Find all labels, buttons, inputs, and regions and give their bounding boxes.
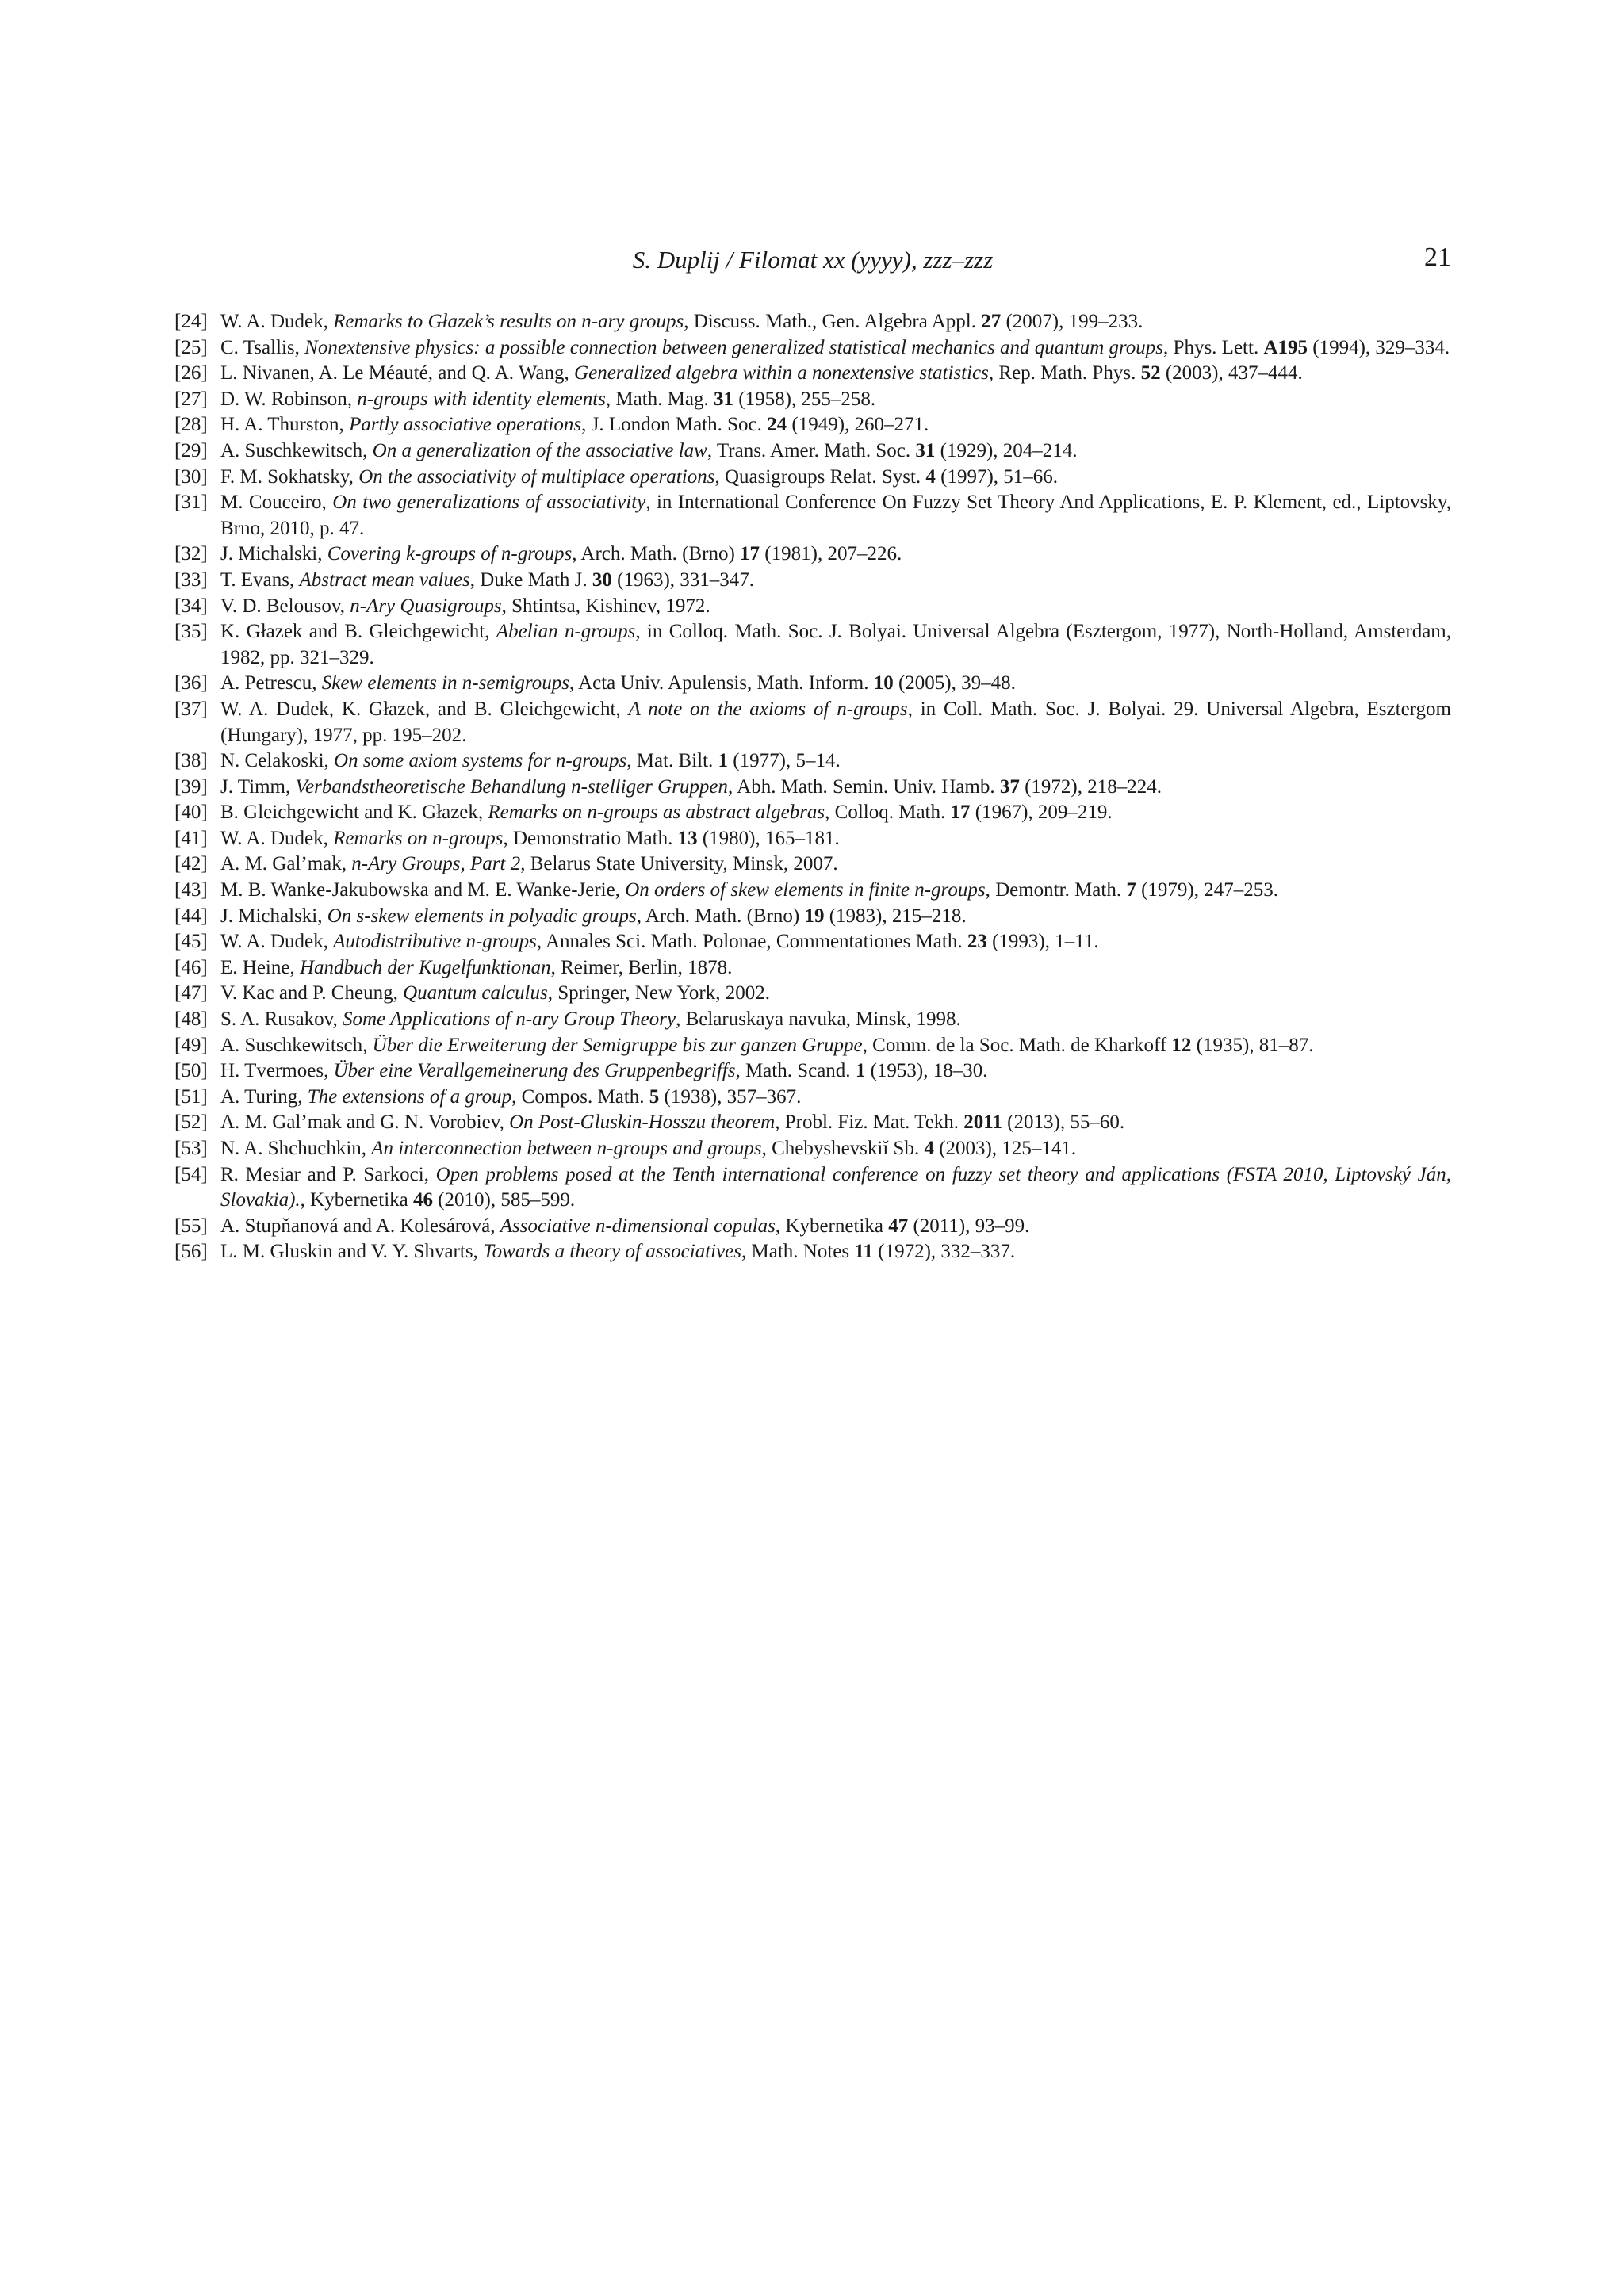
reference-source: , Compos. Math. — [511, 1085, 649, 1108]
reference-pages: (1980), 165–181. — [697, 827, 840, 849]
reference-title: On two generalizations of associativity — [332, 492, 646, 514]
reference-source: , Comm. de la Soc. Math. de Kharkoff — [862, 1034, 1172, 1056]
reference-item — [174, 438, 1451, 465]
reference-pages: (1997), 51–66. — [935, 465, 1059, 488]
reference-source: , Demontr. Math. — [985, 879, 1127, 901]
reference-volume: A195 — [1263, 336, 1308, 358]
reference-pages: (1938), 357–367. — [659, 1085, 802, 1108]
reference-title: Skew elements in n-semigroups — [321, 672, 569, 695]
reference-volume: 37 — [999, 775, 1020, 798]
reference-title: Abelian n-groups — [496, 621, 636, 643]
reference-number: [47] — [174, 982, 208, 1004]
reference-pages: (2013), 55–60. — [1002, 1112, 1125, 1134]
reference-number: [29] — [174, 439, 208, 461]
reference-pages: (1972), 218–224. — [1019, 775, 1162, 798]
reference-authors: W. A. Dudek, K. Głazek, and B. Gleichgewicht, — [220, 698, 629, 720]
reference-number: [54] — [174, 1163, 208, 1185]
reference-number: [44] — [174, 905, 208, 927]
reference-authors: J. Timm, — [220, 775, 296, 798]
reference-source: , Abh. Math. Semin. Univ. Hamb. — [728, 775, 1000, 798]
reference-pages: (1979), 247–253. — [1136, 879, 1278, 901]
reference-number: [48] — [174, 1008, 208, 1031]
reference-text — [220, 361, 1451, 387]
reference-authors: N. A. Shchuchkin, — [220, 1138, 372, 1159]
reference-volume: 12 — [1171, 1034, 1192, 1056]
reference-item — [174, 878, 1451, 904]
reference-volume: 24 — [767, 414, 787, 436]
reference-authors: J. Michalski, — [220, 905, 327, 927]
reference-title: Associative n-dimensional copulas — [500, 1215, 776, 1237]
reference-pages: (1953), 18–30. — [865, 1060, 988, 1082]
reference-pages: (2003), 437–444. — [1160, 362, 1303, 385]
reference-authors: H. A. Thurston, — [220, 414, 350, 436]
reference-source: , in International Conference On Fuzzy Set Theory And Applications, E. P. Klement, ed., Liptovsky, Brno, 2010, p. 47. — [220, 492, 1452, 539]
reference-number: [53] — [174, 1138, 208, 1159]
reference-item — [174, 309, 1451, 335]
reference-item — [174, 1136, 1451, 1162]
reference-item — [174, 1214, 1451, 1240]
reference-pages: (2003), 125–141. — [933, 1138, 1077, 1159]
reference-title: On s-skew elements in polyadic groups — [327, 905, 637, 927]
reference-title: Abstract mean values — [299, 568, 470, 591]
reference-number: [51] — [174, 1085, 208, 1108]
reference-item — [174, 1058, 1451, 1085]
reference-pages: (2010), 585–599. — [432, 1189, 576, 1211]
reference-text — [220, 309, 1451, 335]
reference-item — [174, 929, 1451, 955]
reference-number: [41] — [174, 827, 208, 849]
reference-number: [27] — [174, 388, 208, 410]
reference-text — [220, 1110, 1451, 1136]
reference-volume: 11 — [854, 1241, 873, 1263]
reference-text — [220, 1162, 1451, 1214]
reference-text — [220, 412, 1451, 438]
reference-number: [34] — [174, 595, 208, 617]
reference-volume: 1 — [855, 1060, 866, 1082]
reference-authors: V. D. Belousov, — [220, 595, 350, 617]
reference-authors: W. A. Dudek, — [220, 931, 334, 953]
reference-title: Some Applications of n-ary Group Theory — [342, 1008, 676, 1031]
reference-authors: A. M. Gal’mak, — [220, 853, 352, 875]
reference-authors: D. W. Robinson, — [220, 388, 358, 410]
reference-item — [174, 568, 1451, 594]
reference-title: On orders of skew elements in finite n-groups — [625, 879, 986, 901]
reference-authors: F. M. Sokhatsky, — [220, 465, 359, 488]
reference-number: [37] — [174, 698, 208, 720]
reference-text — [220, 387, 1451, 413]
reference-volume: 52 — [1140, 362, 1161, 385]
reference-item — [174, 697, 1451, 748]
reference-volume: 23 — [967, 931, 987, 953]
reference-authors: A. M. Gal’mak and G. N. Vorobiev, — [220, 1112, 510, 1134]
reference-number: [31] — [174, 492, 208, 514]
reference-authors: W. A. Dudek, — [220, 827, 334, 849]
reference-item — [174, 800, 1451, 826]
reference-number: [36] — [174, 672, 208, 695]
reference-authors: W. A. Dudek, — [220, 311, 334, 332]
reference-source: , Shtintsa, Kishinev, 1972. — [501, 595, 710, 617]
reference-pages: (1972), 332–337. — [873, 1241, 1016, 1263]
reference-item — [174, 594, 1451, 620]
reference-source: , Acta Univ. Apulensis, Math. Inform. — [569, 672, 874, 695]
reference-source: , in Colloq. Math. Soc. J. Bolyai. Universal Algebra (Esztergom, 1977), North-Holland, Amsterdam, 1982, pp. 321–329. — [220, 621, 1451, 668]
reference-source: , Phys. Lett. — [1163, 336, 1264, 358]
reference-pages: (1977), 5–14. — [728, 750, 841, 772]
reference-pages: (2011), 93–99. — [908, 1215, 1030, 1237]
reference-pages: (1963), 331–347. — [611, 568, 755, 591]
reference-text — [220, 981, 1451, 1007]
reference-source: , Arch. Math. (Brno) — [636, 905, 805, 927]
reference-number: [43] — [174, 879, 208, 901]
reference-title: A note on the axioms of n-groups — [628, 698, 908, 720]
reference-authors: K. Głazek and B. Gleichgewicht, — [220, 621, 496, 643]
reference-title: Handbuch der Kugelfunktionan — [299, 956, 551, 978]
page — [174, 238, 1451, 1265]
reference-source: , Duke Math J. — [469, 568, 592, 591]
reference-number: [35] — [174, 621, 208, 643]
reference-volume: 10 — [873, 672, 894, 695]
reference-authors: A. Suschkewitsch, — [220, 1034, 373, 1056]
reference-item — [174, 1239, 1451, 1265]
reference-volume: 46 — [412, 1189, 433, 1211]
reference-text — [220, 955, 1451, 982]
reference-number: [45] — [174, 931, 208, 953]
reference-text — [220, 878, 1451, 904]
reference-source: , Belarus State University, Minsk, 2007. — [520, 853, 838, 875]
reference-pages: (1981), 207–226. — [760, 543, 902, 565]
reference-item — [174, 490, 1451, 541]
reference-title: Über die Erweiterung der Semigruppe bis zur ganzen Gruppe — [372, 1034, 863, 1056]
reference-number: [55] — [174, 1215, 208, 1237]
reference-number: [39] — [174, 775, 208, 798]
reference-volume: 19 — [804, 905, 825, 927]
reference-item — [174, 1033, 1451, 1059]
reference-title: n-Ary Quasigroups — [350, 595, 502, 617]
reference-text — [220, 671, 1451, 697]
reference-item — [174, 465, 1451, 491]
reference-number: [49] — [174, 1034, 208, 1056]
reference-source: , Discuss. Math., Gen. Algebra Appl. — [684, 311, 982, 332]
reference-authors: L. M. Gluskin and V. Y. Shvarts, — [220, 1241, 484, 1263]
reference-title: The extensions of a group — [307, 1085, 512, 1108]
reference-text — [220, 335, 1451, 362]
reference-source: , Quasigroups Relat. Syst. — [714, 465, 926, 488]
reference-title: On Post-Gluskin-Hosszu theorem — [509, 1112, 776, 1134]
reference-item — [174, 361, 1451, 387]
reference-source: , Demonstratio Math. — [503, 827, 678, 849]
reference-title: Generalized algebra within a nonextensive statistics — [574, 362, 989, 385]
reference-item — [174, 955, 1451, 982]
reference-item — [174, 1085, 1451, 1111]
reference-volume: 30 — [592, 568, 612, 591]
page-number: 21 — [1424, 243, 1451, 272]
reference-item — [174, 1110, 1451, 1136]
reference-text — [220, 826, 1451, 852]
reference-volume: 4 — [925, 465, 936, 488]
reference-text — [220, 851, 1451, 878]
reference-source: , Trans. Amer. Math. Soc. — [707, 439, 916, 461]
reference-volume: 4 — [924, 1138, 934, 1159]
reference-source: , Math. Notes — [741, 1241, 855, 1263]
reference-pages: (2007), 199–233. — [1001, 311, 1143, 332]
reference-text — [220, 541, 1451, 568]
reference-authors: M. Couceiro, — [220, 492, 333, 514]
reference-title: Über eine Verallgemeinerung des Gruppenbegriffs — [333, 1060, 736, 1082]
reference-authors: A. Turing, — [220, 1085, 308, 1108]
reference-title: Towards a theory of associatives — [483, 1241, 742, 1263]
reference-number: [32] — [174, 543, 208, 565]
reference-volume: 31 — [714, 388, 733, 410]
reference-source: , Colloq. Math. — [825, 802, 951, 824]
reference-number: [26] — [174, 362, 208, 385]
reference-authors: C. Tsallis, — [220, 336, 305, 358]
reference-title: On some axiom systems for n-groups — [334, 750, 627, 772]
reference-number: [24] — [174, 311, 208, 332]
reference-source: , Probl. Fiz. Mat. Tekh. — [775, 1112, 964, 1134]
reference-item — [174, 412, 1451, 438]
reference-item — [174, 671, 1451, 697]
running-head-text: S. Duplij / Filomat xx (yyyy), zzz–zzz — [632, 246, 994, 274]
reference-text — [220, 929, 1451, 955]
reference-volume: 13 — [677, 827, 698, 849]
reference-item — [174, 541, 1451, 568]
reference-title: n-groups with identity elements — [357, 388, 606, 410]
reference-title: Quantum calculus — [403, 982, 548, 1004]
reference-title: Autodistributive n-groups — [333, 931, 537, 953]
reference-text — [220, 1239, 1451, 1265]
reference-volume: 27 — [981, 311, 1002, 332]
reference-pages: (1967), 209–219. — [970, 802, 1113, 824]
reference-authors: A. Suschkewitsch, — [220, 439, 373, 461]
reference-authors: N. Celakoski, — [220, 750, 335, 772]
reference-source: , Reimer, Berlin, 1878. — [550, 956, 733, 978]
reference-source: , Math. Mag. — [605, 388, 714, 410]
reference-number: [40] — [174, 802, 208, 824]
reference-text — [220, 1058, 1451, 1085]
reference-authors: V. Kac and P. Cheung, — [220, 982, 404, 1004]
reference-number: [38] — [174, 750, 208, 772]
reference-volume: 47 — [888, 1215, 909, 1237]
reference-source: , Math. Scand. — [735, 1060, 856, 1082]
reference-source: , Chebyshevskiĭ Sb. — [761, 1138, 925, 1159]
reference-pages: (1929), 204–214. — [935, 439, 1078, 461]
reference-text — [220, 1033, 1451, 1059]
reference-authors: T. Evans, — [220, 568, 300, 591]
reference-volume: 17 — [950, 802, 971, 824]
reference-authors: A. Stupňanová and A. Kolesárová, — [220, 1215, 500, 1237]
reference-source: , Kybernetika — [775, 1215, 889, 1237]
reference-item — [174, 851, 1451, 878]
reference-list — [174, 309, 1451, 1265]
reference-source: , Rep. Math. Phys. — [988, 362, 1141, 385]
reference-title: Remarks on n-groups — [333, 827, 504, 849]
reference-authors: L. Nivanen, A. Le Méauté, and Q. A. Wang, — [220, 362, 575, 385]
reference-title: n-Ary Groups, Part 2 — [351, 853, 521, 875]
reference-authors: H. Tvermoes, — [220, 1060, 334, 1082]
reference-source: , Mat. Bilt. — [626, 750, 718, 772]
reference-source: , Springer, New York, 2002. — [547, 982, 770, 1004]
reference-text — [220, 1136, 1451, 1162]
reference-authors: S. A. Rusakov, — [220, 1008, 343, 1031]
reference-authors: R. Mesiar and P. Sarkoci, — [220, 1163, 436, 1185]
reference-number: [52] — [174, 1112, 208, 1134]
reference-pages: (1994), 329–334. — [1308, 336, 1450, 358]
reference-text — [220, 775, 1451, 801]
reference-item — [174, 981, 1451, 1007]
reference-title: An interconnection between n-groups and groups — [371, 1138, 762, 1159]
reference-source: , Arch. Math. (Brno) — [572, 543, 741, 565]
reference-number: [28] — [174, 414, 208, 436]
reference-item — [174, 387, 1451, 413]
reference-title: On a generalization of the associative law — [372, 439, 707, 461]
reference-item — [174, 826, 1451, 852]
reference-number: [50] — [174, 1060, 208, 1082]
reference-number: [33] — [174, 568, 208, 591]
reference-source: , J. London Math. Soc. — [581, 414, 768, 436]
reference-text — [220, 438, 1451, 465]
reference-item — [174, 748, 1451, 775]
reference-authors: E. Heine, — [220, 956, 300, 978]
reference-pages: (2005), 39–48. — [893, 672, 1016, 695]
reference-number: [30] — [174, 465, 208, 488]
reference-title: Open problems posed at the Tenth international conference on fuzzy set theory and applications (FSTA 2010, Liptovský Ján, Slovakia). — [220, 1163, 1451, 1211]
reference-text — [220, 1085, 1451, 1111]
reference-text — [220, 748, 1451, 775]
reference-number: [42] — [174, 853, 208, 875]
reference-text — [220, 490, 1451, 541]
reference-item — [174, 775, 1451, 801]
reference-title: Remarks to Głazek’s results on n-ary groups — [333, 311, 684, 332]
reference-source: , in Coll. Math. Soc. J. Bolyai. 29. Universal Algebra, Esztergom (Hungary), 1977, pp. 195–202. — [220, 698, 1451, 746]
reference-text — [220, 1214, 1451, 1240]
reference-pages: (1949), 260–271. — [787, 414, 929, 436]
reference-item — [174, 335, 1451, 362]
reference-volume: 7 — [1126, 879, 1136, 901]
reference-item — [174, 1007, 1451, 1033]
reference-authors: J. Michalski, — [220, 543, 327, 565]
reference-text — [220, 1007, 1451, 1033]
reference-title: On the associativity of multiplace operations — [358, 465, 715, 488]
reference-number: [46] — [174, 956, 208, 978]
reference-item — [174, 904, 1451, 930]
reference-text — [220, 619, 1451, 671]
reference-text — [220, 904, 1451, 930]
reference-pages: (1993), 1–11. — [986, 931, 1099, 953]
reference-text — [220, 697, 1451, 748]
reference-title: Remarks on n-groups as abstract algebras — [488, 802, 825, 824]
reference-authors: B. Gleichgewicht and K. Głazek, — [220, 802, 488, 824]
reference-source: , Annales Sci. Math. Polonae, Commentationes Math. — [536, 931, 967, 953]
reference-text — [220, 568, 1451, 594]
reference-text — [220, 465, 1451, 491]
reference-authors: A. Petrescu, — [220, 672, 322, 695]
reference-item — [174, 619, 1451, 671]
reference-title: Verbandstheoretische Behandlung n-stelliger Gruppen — [295, 775, 729, 798]
reference-volume: 1 — [718, 750, 729, 772]
reference-text — [220, 594, 1451, 620]
reference-title: Partly associative operations — [349, 414, 582, 436]
reference-item — [174, 1162, 1451, 1214]
reference-volume: 2011 — [963, 1112, 1002, 1134]
reference-title: Covering k-groups of n-groups — [327, 543, 573, 565]
reference-authors: M. B. Wanke-Jakubowska and M. E. Wanke-Jerie, — [220, 879, 626, 901]
reference-volume: 31 — [915, 439, 936, 461]
reference-pages: (1958), 255–258. — [733, 388, 876, 410]
reference-pages: (1983), 215–218. — [824, 905, 967, 927]
running-head — [174, 238, 1451, 277]
reference-volume: 17 — [740, 543, 760, 565]
reference-text — [220, 800, 1451, 826]
reference-pages: (1935), 81–87. — [1191, 1034, 1314, 1056]
reference-number: [25] — [174, 336, 208, 358]
reference-volume: 5 — [649, 1085, 660, 1108]
reference-number: [56] — [174, 1241, 208, 1263]
reference-title: Nonextensive physics: a possible connection between generalized statistical mechanics and quantum groups — [304, 336, 1164, 358]
reference-source: , Belaruskaya navuka, Minsk, 1998. — [676, 1008, 961, 1031]
reference-source: , Kybernetika — [300, 1189, 413, 1211]
